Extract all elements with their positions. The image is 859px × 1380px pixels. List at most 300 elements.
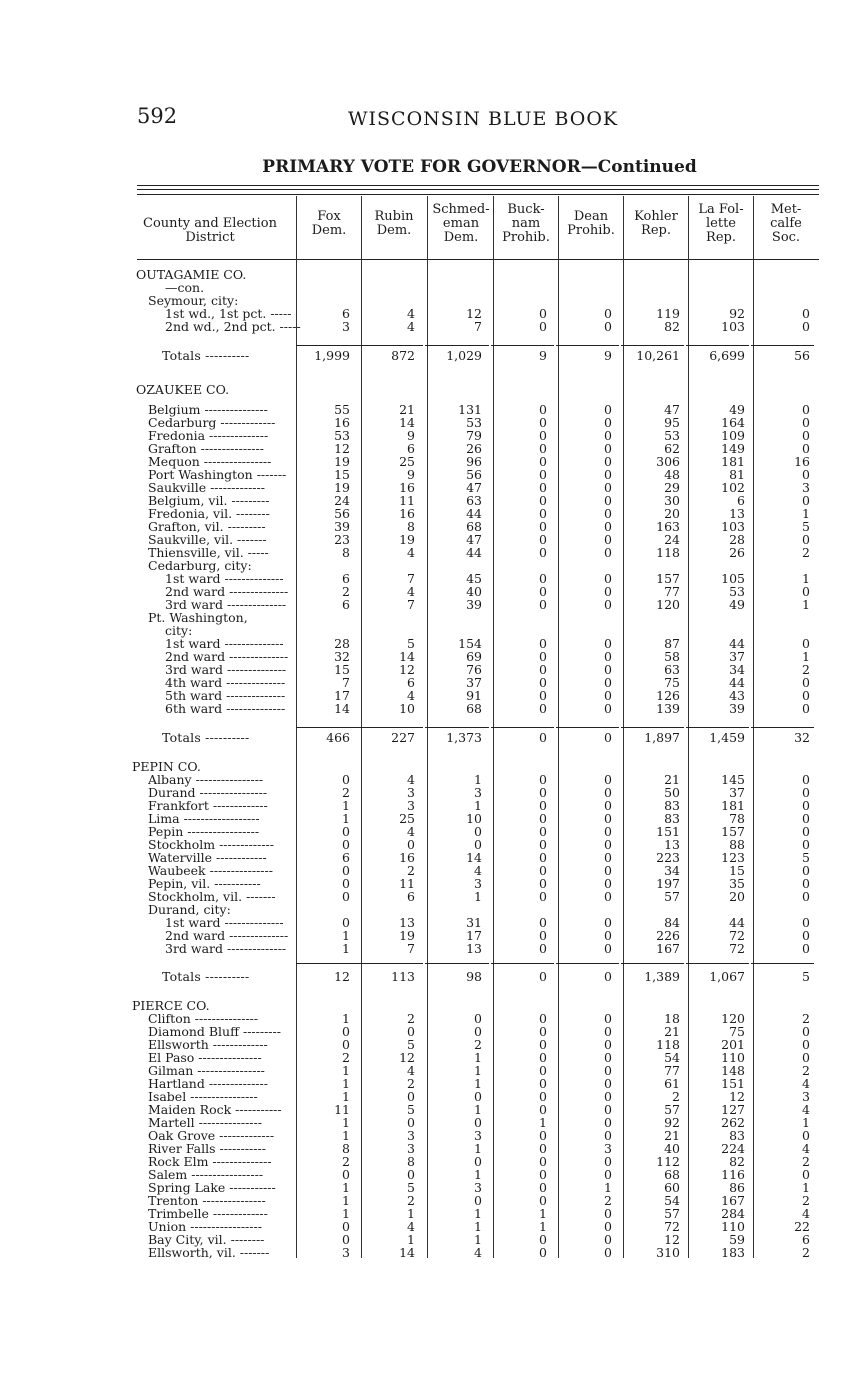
vote-cell: 12 [334, 969, 350, 984]
vote-cell: 0 [802, 688, 810, 703]
vote-cell: 0 [539, 675, 547, 690]
district-label: Durand ---------------- [148, 785, 268, 800]
vote-cell: 2 [342, 1154, 350, 1169]
vote-cell: 3 [474, 1128, 482, 1143]
vote-cell: 157 [656, 571, 680, 586]
vote-cell: 72 [729, 928, 745, 943]
header-rule [137, 259, 819, 260]
district-label: El Paso --------------- [148, 1050, 262, 1065]
district-label: Rock Elm -------------- [148, 1154, 272, 1169]
vote-cell: 1 [802, 506, 810, 521]
vote-cell: 0 [539, 1193, 547, 1208]
vote-cell: 2 [672, 1089, 680, 1104]
vote-cell: 44 [466, 545, 482, 560]
header-line: calfe [770, 216, 802, 231]
vote-cell: 310 [656, 1245, 680, 1260]
totals-rule [491, 727, 554, 728]
district-label: —con. [165, 280, 205, 295]
vote-cell: 21 [399, 402, 415, 417]
vote-cell: 57 [664, 1206, 680, 1221]
header-line: Dem. [311, 223, 347, 238]
vote-cell: 2 [407, 1076, 415, 1091]
vote-cell: 39 [466, 597, 482, 612]
vote-cell: 0 [604, 1063, 612, 1078]
vote-cell: 149 [721, 441, 745, 456]
vote-cell: 83 [664, 798, 680, 813]
vote-cell: 0 [604, 1245, 612, 1260]
vote-cell: 4 [802, 1076, 810, 1091]
vote-cell: 43 [729, 688, 745, 703]
vote-cell: 0 [802, 772, 810, 787]
vote-cell: 0 [802, 863, 810, 878]
table-row [0, 702, 859, 715]
vote-cell: 0 [539, 863, 547, 878]
vote-cell: 1 [407, 1232, 415, 1247]
column-header [363, 210, 425, 238]
vote-cell: 2 [342, 1050, 350, 1065]
vote-cell: 167 [656, 941, 680, 956]
vote-cell: 0 [604, 1089, 612, 1104]
header-line: eman [442, 216, 480, 231]
vote-cell: 9 [539, 348, 547, 363]
vote-cell: 0 [604, 941, 612, 956]
district-label: Diamond Bluff --------- [148, 1024, 281, 1039]
vote-cell: 0 [604, 402, 612, 417]
vote-cell: 86 [729, 1180, 745, 1195]
vote-cell: 0 [539, 319, 547, 334]
vote-cell: 56 [466, 467, 482, 482]
vote-cell: 0 [474, 1011, 482, 1026]
district-label: city: [165, 623, 193, 638]
totals-rule [621, 963, 684, 964]
vote-cell: 48 [664, 467, 680, 482]
vote-cell: 1 [474, 889, 482, 904]
vote-cell: 47 [466, 532, 482, 547]
vote-cell: 53 [466, 415, 482, 430]
header-line: Prohib. [502, 230, 550, 245]
page-number: 592 [137, 104, 178, 128]
vote-cell: 2 [802, 1193, 810, 1208]
vote-cell: 62 [664, 441, 680, 456]
district-label: 5th ward -------------- [165, 688, 286, 703]
vote-cell: 3 [474, 876, 482, 891]
vote-cell: 24 [334, 493, 350, 508]
vote-cell: 0 [539, 480, 547, 495]
vote-cell: 4 [802, 1206, 810, 1221]
vote-cell: 68 [466, 701, 482, 716]
vote-cell: 35 [729, 876, 745, 891]
vote-cell: 139 [656, 701, 680, 716]
vote-cell: 0 [604, 415, 612, 430]
vote-cell: 0 [802, 876, 810, 891]
district-label: Belgium --------------- [148, 402, 268, 417]
vote-cell: 4 [802, 1102, 810, 1117]
vote-cell: 1 [474, 1141, 482, 1156]
vote-cell: 154 [458, 636, 482, 651]
vote-cell: 0 [802, 1167, 810, 1182]
vote-cell: 0 [604, 850, 612, 865]
vote-cell: 76 [466, 662, 482, 677]
vote-cell: 10 [466, 811, 482, 826]
vote-cell: 16 [399, 480, 415, 495]
column-header [755, 203, 817, 245]
vote-cell: 0 [539, 597, 547, 612]
vote-cell: 47 [664, 402, 680, 417]
vote-cell: 1,067 [709, 969, 745, 984]
vote-cell: 0 [802, 584, 810, 599]
totals-rule [621, 727, 684, 728]
header-line: nam [511, 216, 541, 231]
vote-cell: 0 [474, 1024, 482, 1039]
district-label: OZAUKEE CO. [136, 382, 230, 397]
totals-rule [491, 345, 554, 346]
vote-cell: 0 [539, 837, 547, 852]
totals-rule [296, 727, 359, 728]
vote-cell: 10,261 [636, 348, 680, 363]
vote-cell: 5 [407, 636, 415, 651]
vote-cell: 45 [466, 571, 482, 586]
vote-cell: 118 [656, 1037, 680, 1052]
vote-cell: 0 [604, 662, 612, 677]
district-label: Belgium, vil. --------- [148, 493, 270, 508]
vote-cell: 0 [604, 772, 612, 787]
vote-cell: 1 [342, 1115, 350, 1130]
vote-cell: 0 [604, 785, 612, 800]
vote-cell: 6 [342, 571, 350, 586]
district-label: OUTAGAMIE CO. [136, 267, 247, 282]
vote-cell: 13 [664, 837, 680, 852]
vote-cell: 1 [474, 798, 482, 813]
totals-rule [751, 345, 814, 346]
district-label: 1st ward -------------- [165, 636, 284, 651]
vote-cell: 181 [721, 798, 745, 813]
vote-cell: 17 [466, 928, 482, 943]
vote-cell: 87 [664, 636, 680, 651]
vote-cell: 32 [794, 730, 810, 745]
vote-cell: 7 [474, 319, 482, 334]
vote-cell: 68 [466, 519, 482, 534]
totals-rule [359, 963, 423, 964]
vote-cell: 0 [539, 1154, 547, 1169]
district-label: Cedarburg, city: [148, 558, 252, 573]
vote-cell: 1 [342, 928, 350, 943]
header-line: Schmed- [432, 202, 490, 217]
district-label: 6th ward -------------- [165, 701, 286, 716]
vote-cell: 116 [721, 1167, 745, 1182]
vote-cell: 6 [407, 889, 415, 904]
vote-cell: 0 [604, 1037, 612, 1052]
vote-cell: 0 [802, 798, 810, 813]
top-rule-2 [137, 189, 819, 190]
vote-cell: 40 [664, 1141, 680, 1156]
vote-cell: 1 [474, 1102, 482, 1117]
vote-cell: 0 [539, 928, 547, 943]
vote-cell: 0 [802, 811, 810, 826]
vote-cell: 127 [721, 1102, 745, 1117]
vote-cell: 0 [539, 636, 547, 651]
vote-cell: 29 [664, 480, 680, 495]
column-header [495, 203, 557, 245]
table-row [0, 890, 859, 903]
district-label: Hartland -------------- [148, 1076, 268, 1091]
totals-rule [359, 345, 423, 346]
vote-cell: 0 [539, 493, 547, 508]
vote-cell: 1 [474, 1232, 482, 1247]
vote-cell: 4 [474, 1245, 482, 1260]
vote-cell: 1 [342, 1128, 350, 1143]
district-label: Totals ---------- [162, 348, 250, 363]
vote-cell: 0 [802, 701, 810, 716]
vote-cell: 77 [664, 1063, 680, 1078]
district-label: River Falls ----------- [148, 1141, 266, 1156]
vote-cell: 102 [721, 480, 745, 495]
header-line: Dean [573, 209, 609, 224]
vote-cell: 82 [664, 319, 680, 334]
vote-cell: 79 [466, 428, 482, 443]
vote-cell: 84 [664, 915, 680, 930]
vote-cell: 0 [604, 506, 612, 521]
vote-cell: 0 [604, 915, 612, 930]
district-label: Waterville ------------ [148, 850, 267, 865]
vote-cell: 0 [539, 441, 547, 456]
district-label: Trenton --------------- [148, 1193, 266, 1208]
vote-cell: 0 [539, 571, 547, 586]
vote-cell: 0 [539, 1063, 547, 1078]
vote-cell: 0 [342, 915, 350, 930]
vote-cell: 25 [399, 454, 415, 469]
vote-cell: 103 [721, 519, 745, 534]
totals-rule [425, 345, 489, 346]
column-header [625, 210, 687, 238]
vote-cell: 0 [539, 798, 547, 813]
vote-cell: 78 [729, 811, 745, 826]
column-header [690, 203, 752, 245]
vote-cell: 0 [604, 889, 612, 904]
district-label: 1st wd., 1st pct. ----- [165, 306, 292, 321]
vote-cell: 1 [474, 1167, 482, 1182]
vote-cell: 0 [604, 1024, 612, 1039]
totals-rule [686, 963, 749, 964]
vote-cell: 57 [664, 1102, 680, 1117]
vote-cell: 0 [474, 1193, 482, 1208]
vote-cell: 112 [656, 1154, 680, 1169]
vote-cell: 20 [729, 889, 745, 904]
vote-cell: 0 [604, 545, 612, 560]
vote-cell: 91 [466, 688, 482, 703]
vote-cell: 0 [539, 1245, 547, 1260]
vote-cell: 110 [721, 1050, 745, 1065]
vote-cell: 13 [466, 941, 482, 956]
vote-cell: 37 [729, 649, 745, 664]
vote-cell: 0 [539, 584, 547, 599]
vote-cell: 181 [721, 454, 745, 469]
district-label: Union ----------------- [148, 1219, 262, 1234]
vote-cell: 126 [656, 688, 680, 703]
vote-cell: 0 [539, 454, 547, 469]
vote-cell: 0 [407, 1115, 415, 1130]
vote-cell: 0 [604, 876, 612, 891]
vote-cell: 2 [407, 863, 415, 878]
vote-cell: 2 [604, 1193, 612, 1208]
vote-cell: 0 [342, 1037, 350, 1052]
vote-cell: 15 [334, 662, 350, 677]
district-label: Frankfort ------------- [148, 798, 268, 813]
vote-cell: 37 [466, 675, 482, 690]
vote-cell: 0 [604, 1206, 612, 1221]
district-label: 2nd ward -------------- [165, 584, 289, 599]
district-label: Saukville ------------- [148, 480, 265, 495]
vote-cell: 1 [474, 1063, 482, 1078]
vote-cell: 0 [342, 837, 350, 852]
vote-cell: 81 [729, 467, 745, 482]
district-label: Totals ---------- [162, 730, 250, 745]
vote-cell: 0 [802, 402, 810, 417]
vote-cell: 54 [664, 1050, 680, 1065]
vote-cell: 44 [466, 506, 482, 521]
vote-cell: 0 [539, 662, 547, 677]
district-label: PEPIN CO. [132, 759, 201, 774]
vote-cell: 0 [604, 811, 612, 826]
vote-cell: 19 [399, 532, 415, 547]
vote-cell: 30 [664, 493, 680, 508]
vote-cell: 1 [802, 1115, 810, 1130]
vote-cell: 5 [802, 850, 810, 865]
vote-cell: 12 [664, 1232, 680, 1247]
vote-cell: 13 [399, 915, 415, 930]
vote-cell: 1,373 [446, 730, 482, 745]
header-line: Dem. [376, 223, 412, 238]
vote-cell: 0 [604, 428, 612, 443]
vote-cell: 63 [466, 493, 482, 508]
district-label: Salem ----------------- [148, 1167, 264, 1182]
vote-cell: 31 [466, 915, 482, 930]
district-label: Saukville, vil. ------- [148, 532, 267, 547]
totals-rule [556, 345, 619, 346]
vote-cell: 2 [407, 1011, 415, 1026]
vote-cell: 1 [802, 649, 810, 664]
vote-cell: 0 [604, 1167, 612, 1182]
vote-cell: 167 [721, 1193, 745, 1208]
district-label: Thiensville, vil. ----- [148, 545, 269, 560]
vote-cell: 0 [604, 1102, 612, 1117]
vote-cell: 0 [539, 889, 547, 904]
vote-cell: 0 [539, 688, 547, 703]
header-line: lette [706, 216, 736, 231]
vote-cell: 227 [391, 730, 415, 745]
vote-cell: 14 [399, 1245, 415, 1260]
column-header [560, 210, 622, 238]
vote-cell: 1 [474, 772, 482, 787]
vote-cell: 39 [729, 701, 745, 716]
vote-cell: 0 [604, 837, 612, 852]
vote-cell: 0 [802, 837, 810, 852]
top-rule-1 [137, 185, 819, 186]
district-label: Totals ---------- [162, 969, 250, 984]
vote-cell: 2 [802, 662, 810, 677]
vote-cell: 0 [342, 889, 350, 904]
totals-row [0, 731, 859, 744]
header-line: La Fol- [698, 202, 744, 217]
vote-cell: 53 [664, 428, 680, 443]
vote-cell: 0 [539, 811, 547, 826]
district-label: Pt. Washington, [148, 610, 248, 625]
vote-cell: 0 [539, 876, 547, 891]
vote-cell: 0 [802, 467, 810, 482]
vote-cell: 0 [802, 636, 810, 651]
vote-cell: 1 [539, 1115, 547, 1130]
vote-cell: 1,897 [644, 730, 680, 745]
vote-cell: 1 [342, 1076, 350, 1091]
vote-cell: 0 [604, 928, 612, 943]
vote-cell: 14 [399, 415, 415, 430]
vote-cell: 49 [729, 402, 745, 417]
vote-cell: 3 [474, 1180, 482, 1195]
vote-cell: 6 [342, 597, 350, 612]
vote-cell: 19 [334, 454, 350, 469]
table-row [0, 281, 859, 294]
vote-cell: 1 [342, 1011, 350, 1026]
vote-cell: 0 [539, 1024, 547, 1039]
vote-cell: 21 [664, 772, 680, 787]
vote-cell: 262 [721, 1115, 745, 1130]
district-label: Stockholm, vil. ------- [148, 889, 276, 904]
vote-cell: 284 [721, 1206, 745, 1221]
vote-cell: 1 [474, 1076, 482, 1091]
vote-cell: 0 [604, 584, 612, 599]
vote-cell: 68 [664, 1167, 680, 1182]
vote-cell: 14 [334, 701, 350, 716]
vote-cell: 13 [729, 506, 745, 521]
vote-cell: 7 [407, 941, 415, 956]
vote-cell: 0 [604, 1128, 612, 1143]
vote-cell: 0 [604, 863, 612, 878]
vote-cell: 0 [474, 1089, 482, 1104]
vote-cell: 2 [474, 1037, 482, 1052]
vote-cell: 201 [721, 1037, 745, 1052]
vote-cell: 1 [342, 1206, 350, 1221]
vote-cell: 0 [539, 1128, 547, 1143]
table-row [0, 942, 859, 955]
totals-row [0, 349, 859, 362]
totals-rule [556, 963, 619, 964]
vote-cell: 50 [664, 785, 680, 800]
district-label: Mequon ---------------- [148, 454, 272, 469]
vote-cell: 0 [539, 1089, 547, 1104]
vote-cell: 0 [604, 597, 612, 612]
vote-cell: 0 [539, 941, 547, 956]
vote-cell: 2 [802, 1063, 810, 1078]
vote-cell: 5 [802, 519, 810, 534]
vote-cell: 11 [399, 876, 415, 891]
vote-cell: 5 [407, 1037, 415, 1052]
header-line: Rep. [706, 230, 736, 245]
vote-cell: 0 [604, 532, 612, 547]
district-label: Port Washington ------- [148, 467, 287, 482]
vote-cell: 1 [802, 571, 810, 586]
vote-cell: 2 [802, 1154, 810, 1169]
vote-cell: 0 [342, 863, 350, 878]
vote-cell: 3 [802, 1089, 810, 1104]
vote-cell: 151 [721, 1076, 745, 1091]
vote-cell: 2 [802, 545, 810, 560]
vote-cell: 69 [466, 649, 482, 664]
county-heading [0, 268, 859, 281]
vote-cell: 0 [604, 1232, 612, 1247]
vote-cell: 1 [342, 1063, 350, 1078]
vote-cell: 2 [342, 584, 350, 599]
totals-rule [621, 345, 684, 346]
district-label: Grafton, vil. --------- [148, 519, 266, 534]
